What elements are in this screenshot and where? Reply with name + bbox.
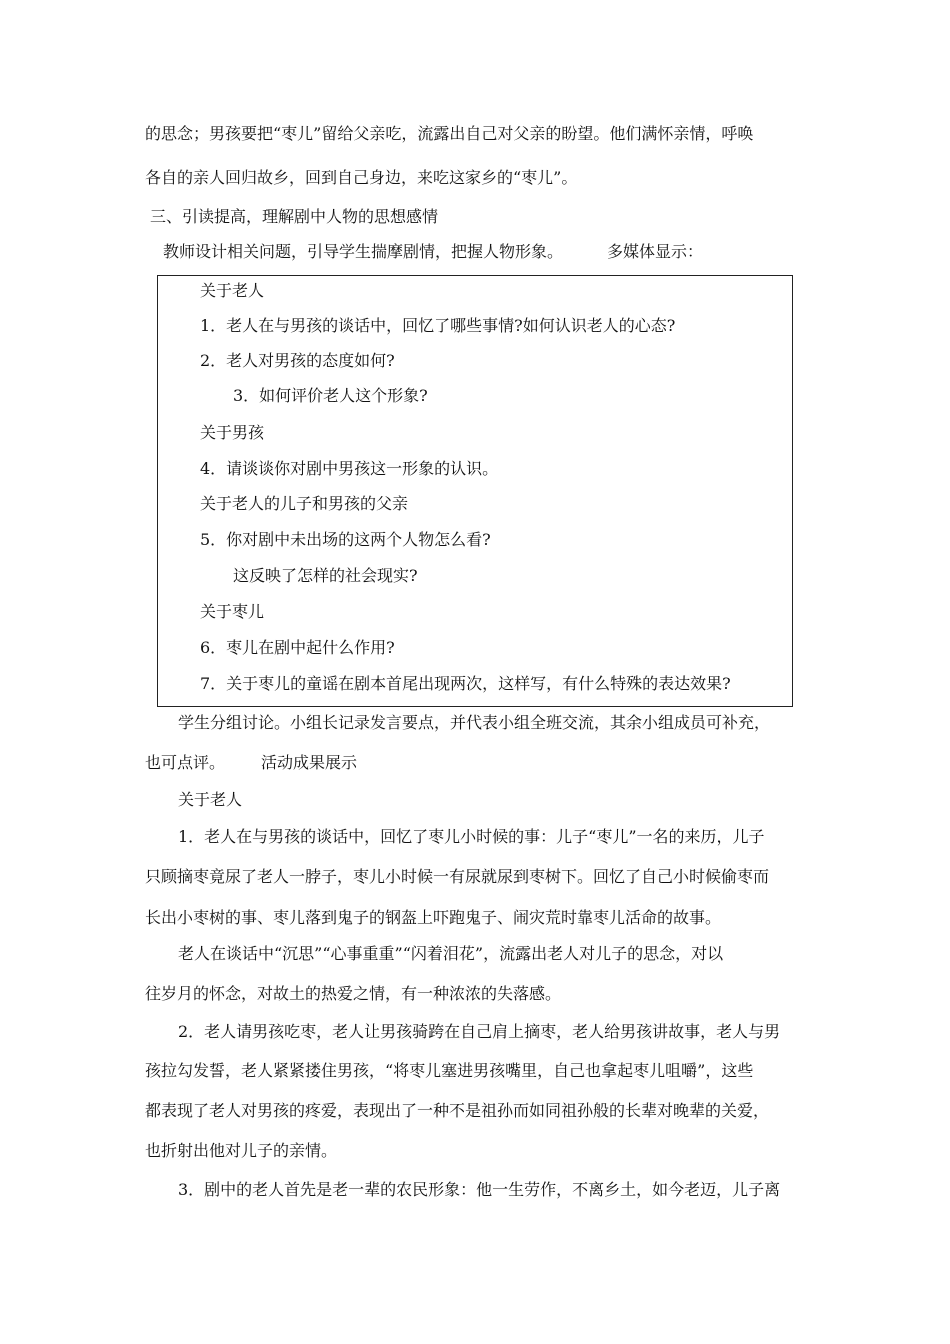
box-heading-boy: 关于男孩 (200, 423, 265, 442)
box-heading-old-man: 关于老人 (200, 281, 265, 300)
section-lead-text: 教师设计相关问题，引导学生揣摩剧情，把握人物形象。 (163, 242, 564, 261)
box-heading-zaor: 关于枣儿 (200, 602, 265, 621)
discussion-line-2-text: 也可点评。 (145, 753, 226, 772)
answer-2-line-3: 都表现了老人对男孩的疼爱，表现出了一种不是祖孙而如同祖孙般的长辈对晚辈的关爱， (145, 1101, 770, 1120)
discussion-line-1: 学生分组讨论。小组长记录发言要点，并代表小组全班交流，其余小组成员可补充， (178, 713, 771, 732)
answer-1b-line-1: 老人在谈话中“沉思”“心事重重”“闪着泪花”，流露出老人对儿子的思念，对以 (178, 944, 724, 963)
answer-2-line-1: 2．老人请男孩吃枣，老人让男孩骑跨在自己肩上摘枣，老人给男孩讲故事，老人与男 (178, 1022, 781, 1041)
question-7: 7．关于枣儿的童谣在剧本首尾出现两次，这样写，有什么特殊的表达效果? (200, 674, 731, 693)
answer-1-line-1: 1．老人在与男孩的谈话中，回忆了枣儿小时候的事：儿子“枣儿”一名的来历，儿子 (178, 827, 765, 846)
intro-line-2: 各自的亲人回归故乡，回到自己身边，来吃这家乡的“枣儿”。 (145, 168, 578, 187)
answer-3-line-1: 3．剧中的老人首先是老一辈的农民形象：他一生劳作，不离乡土，如今老迈，儿子离 (178, 1180, 781, 1199)
question-4: 4．请谈谈你对剧中男孩这一形象的认识。 (200, 459, 499, 478)
section-heading: 三、引读提高，理解剧中人物的思想感情 (150, 207, 439, 226)
question-3: 3．如何评价老人这个形象? (233, 386, 428, 405)
discussion-line-2 (145, 753, 357, 773)
intro-line-1: 的思念；男孩要把“枣儿”留给父亲吃，流露出自己对父亲的盼望。他们满怀亲情，呼唤 (145, 124, 754, 143)
answer-1-line-3: 长出小枣树的事、枣儿落到鬼子的钢盔上吓跑鬼子、闹灾荒时靠枣儿活命的故事。 (145, 908, 722, 927)
question-1: 1．老人在与男孩的谈话中，回忆了哪些事情?如何认识老人的心态? (200, 316, 676, 335)
box-heading-son-father: 关于老人的儿子和男孩的父亲 (200, 494, 409, 513)
answer-1-line-2: 只顾摘枣竟尿了老人一脖子，枣儿小时候一有尿就尿到枣树下。回忆了自己小时候偷枣而 (145, 867, 770, 886)
answers-heading-old-man: 关于老人 (178, 790, 243, 809)
section-lead-media: 多媒体显示： (607, 242, 704, 261)
section-lead (163, 242, 703, 262)
answer-2-line-2: 孩拉勾发誓，老人紧紧搂住男孩，“将枣儿塞进男孩嘴里，自己也拿起枣儿咀嚼”，这些 (145, 1061, 754, 1080)
answer-2-line-4: 也折射出他对儿子的亲情。 (145, 1141, 338, 1160)
question-5-followup: 这反映了怎样的社会现实? (233, 566, 418, 585)
question-5: 5．你对剧中未出场的这两个人物怎么看? (200, 530, 491, 549)
activity-results: 活动成果展示 (261, 753, 358, 772)
question-6: 6．枣儿在剧中起什么作用? (200, 638, 395, 657)
question-2: 2．老人对男孩的态度如何? (200, 351, 395, 370)
answer-1b-line-2: 往岁月的怀念，对故土的热爱之情，有一种浓浓的失落感。 (145, 984, 562, 1003)
